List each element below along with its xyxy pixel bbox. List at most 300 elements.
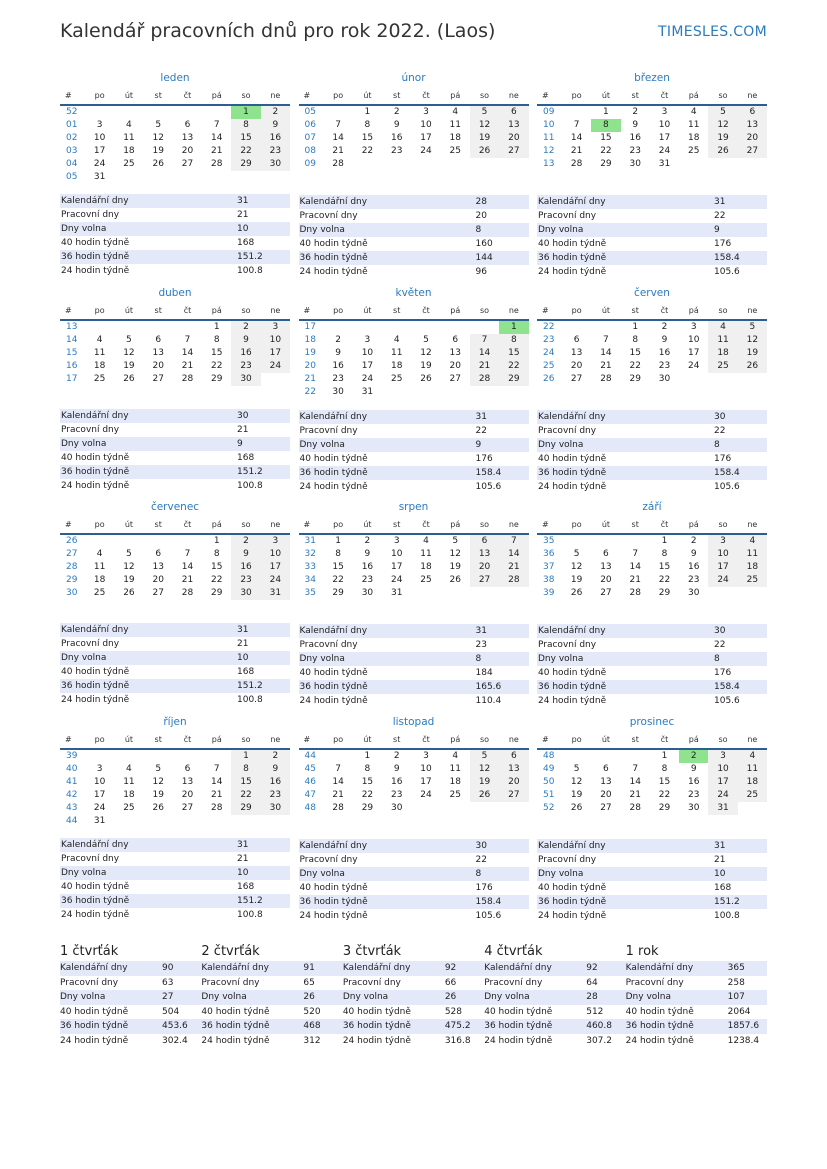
day-cell: 11 (420, 549, 432, 559)
day-cell: 8 (231, 763, 260, 776)
stats-value: 168 (714, 882, 732, 893)
stats-row (299, 223, 529, 237)
month-name: září (642, 501, 662, 513)
stats-label: 24 hodin týdně (299, 267, 368, 277)
stats-label: 24 hodin týdně (201, 1035, 270, 1046)
day-cell (144, 815, 173, 828)
stats-row (299, 638, 529, 652)
stats-label: Dny volna (61, 653, 107, 663)
day-cell: 12 (449, 549, 461, 559)
stats-label: 40 hodin týdně (342, 1006, 411, 1017)
weekday-header: # (60, 302, 85, 320)
weekday-header: ne (738, 516, 767, 534)
quarter-stats-row (343, 961, 484, 976)
stats-label: Pracovní dny (538, 211, 597, 221)
day-cell: 22 (600, 146, 612, 156)
stats-row (537, 209, 767, 223)
month-name: červen (634, 286, 670, 299)
weekday-header: st (621, 87, 650, 105)
day-cell: 13 (600, 562, 612, 572)
stats-label: 24 hodin týdně (538, 481, 607, 492)
stats-value: 21 (237, 639, 249, 649)
weekday-header: pá (202, 516, 231, 534)
day-cell: 30 (261, 802, 290, 815)
stats-row (60, 264, 290, 278)
week-number: 08 (304, 146, 316, 156)
week-row (60, 105, 290, 119)
day-cell: 5 (155, 120, 162, 130)
week-row (60, 534, 290, 548)
day-cell: 9 (261, 763, 290, 776)
weekday-header: # (537, 302, 562, 320)
day-cell: 19 (470, 132, 499, 145)
day-cell (470, 158, 499, 171)
day-cell: 5 (126, 549, 132, 559)
day-cell: 17 (390, 562, 403, 572)
stats-value: 110.4 (475, 696, 502, 706)
weekday-header: st (382, 302, 411, 320)
day-cell: 9 (690, 763, 697, 774)
day-cell: 7 (213, 120, 220, 130)
stats-row (537, 694, 767, 708)
weekday-header: po (324, 302, 353, 320)
week-row (60, 158, 290, 171)
day-cell (621, 749, 650, 763)
day-cell: 7 (213, 763, 220, 774)
stats-value: 90 (162, 963, 174, 973)
day-cell: 23 (332, 373, 344, 384)
day-cell (114, 749, 143, 763)
stats-label: 36 hodin týdně (299, 896, 368, 907)
stats-row (537, 666, 767, 680)
week-row (537, 145, 767, 158)
stats-label: 40 hodin týdně (61, 667, 130, 677)
day-cell: 22 (499, 360, 528, 373)
weekday-header: # (299, 516, 324, 534)
day-cell: 25 (420, 575, 432, 585)
day-cell: 6 (573, 334, 580, 345)
day-cell: 14 (332, 133, 344, 143)
day-cell: 17 (261, 561, 290, 574)
day-cell: 13 (499, 119, 528, 132)
month-stats (60, 409, 290, 493)
quarter-stats (484, 961, 625, 1048)
day-cell: 20 (600, 789, 612, 800)
day-cell (114, 815, 143, 828)
day-cell: 29 (211, 373, 223, 384)
quarter-block (60, 943, 201, 1048)
week-number: 10 (543, 120, 555, 130)
week-row (299, 587, 529, 600)
day-cell: 23 (361, 575, 374, 585)
stats-value: 9 (237, 438, 243, 449)
quarter-stats-row (201, 1019, 342, 1034)
quarter-stats (60, 961, 201, 1048)
day-cell: 18 (420, 562, 432, 572)
stats-value: 26 (303, 992, 315, 1002)
day-cell: 26 (449, 575, 461, 585)
week-number: 27 (66, 549, 78, 559)
stats-label: Dny volna (538, 868, 584, 879)
stats-value: 22 (475, 425, 487, 436)
weekday-header: # (537, 87, 562, 105)
weekday-header: po (324, 516, 353, 534)
day-cell: 12 (708, 119, 737, 132)
day-cell: 7 (499, 534, 528, 548)
day-cell: 28 (211, 159, 223, 169)
week-row (537, 334, 767, 347)
day-cell: 25 (449, 146, 461, 156)
day-cell: 1 (364, 107, 371, 117)
weekday-header: # (60, 87, 85, 105)
day-cell: 3 (261, 320, 290, 334)
day-cell: 29 (600, 159, 612, 169)
day-cell: 11 (708, 334, 737, 347)
day-cell: 1 (499, 320, 528, 334)
stats-value: 105.6 (475, 481, 502, 492)
month-name: srpen (398, 501, 429, 513)
stats-label: Dny volna (538, 439, 584, 450)
day-cell (591, 534, 620, 548)
day-cell: 15 (231, 776, 260, 789)
month-name: únor (401, 72, 426, 84)
month-stats (60, 838, 290, 922)
weekday-header: # (299, 302, 324, 320)
day-cell (738, 587, 767, 600)
day-cell: 6 (603, 549, 609, 559)
brand-link[interactable]: TIMESLES.COM (658, 24, 767, 40)
stats-value: 2064 (727, 1006, 751, 1017)
stats-label: Pracovní dny (299, 854, 358, 865)
stats-label: Pracovní dny (61, 424, 120, 435)
stats-value: 165.6 (475, 682, 502, 692)
month-calendar-table (60, 516, 290, 600)
day-cell: 28 (470, 373, 499, 386)
day-cell: 19 (738, 347, 767, 360)
day-cell: 4 (423, 536, 429, 546)
day-cell: 8 (661, 763, 668, 774)
day-cell: 9 (393, 763, 400, 774)
day-cell: 25 (738, 574, 767, 587)
week-row (299, 119, 529, 132)
day-cell: 9 (261, 119, 290, 132)
stats-value: 176 (714, 668, 732, 678)
stats-row (299, 195, 529, 209)
day-cell: 11 (93, 347, 106, 358)
week-row (299, 360, 529, 373)
stats-label: Kalendářní dny (484, 963, 552, 973)
day-cell: 17 (708, 776, 737, 789)
day-cell: 28 (332, 802, 344, 813)
day-cell: 2 (690, 536, 697, 546)
day-cell: 7 (603, 334, 609, 345)
day-cell: 20 (600, 575, 612, 585)
stats-label: 24 hodin týdně (625, 1035, 694, 1046)
stats-value: 453.6 (162, 1021, 188, 1031)
day-cell: 29 (658, 588, 671, 598)
week-row (60, 119, 290, 132)
stats-value: 105.6 (714, 481, 740, 492)
weekday-header: pá (679, 516, 708, 534)
stats-row (299, 438, 529, 452)
quarter-stats-row (60, 976, 201, 991)
weekday-header: po (562, 87, 591, 105)
day-cell: 9 (231, 334, 260, 347)
stats-label: Dny volna (61, 438, 107, 449)
stats-value: 1238.4 (727, 1035, 760, 1046)
month-calendar-table (60, 731, 290, 828)
day-cell: 31 (708, 802, 737, 815)
week-number: 07 (304, 133, 316, 143)
week-row (299, 158, 529, 171)
day-cell: 15 (361, 776, 374, 787)
week-number: 32 (304, 549, 316, 559)
quarter-stats-row (343, 1034, 484, 1049)
day-cell: 20 (499, 776, 528, 789)
week-number: 16 (66, 360, 78, 371)
day-cell (441, 386, 470, 399)
stats-row (537, 652, 767, 666)
day-cell: 6 (155, 549, 162, 559)
quarter-stats-row (60, 961, 201, 976)
day-cell (382, 386, 411, 399)
stats-label: Kalendářní dny (538, 840, 606, 851)
day-cell: 13 (570, 347, 583, 358)
day-cell: 31 (361, 386, 374, 397)
day-cell: 16 (688, 562, 700, 572)
week-number: 18 (304, 334, 316, 345)
day-cell: 5 (155, 763, 162, 774)
day-cell: 19 (570, 789, 583, 800)
weekday-header: čt (173, 516, 202, 534)
quarter-title: 4 čtvrťák (484, 944, 543, 959)
day-cell: 22 (629, 360, 641, 371)
quarter-stats-row (626, 976, 767, 991)
weekday-header: so (470, 87, 499, 105)
quarter-summary (60, 943, 767, 1048)
stats-value: 10 (237, 224, 249, 234)
day-cell (144, 749, 173, 763)
day-cell (708, 373, 737, 386)
stats-label: Kalendářní dny (538, 411, 606, 422)
day-cell: 4 (393, 334, 400, 345)
month-stats (537, 839, 767, 923)
quarter-block (626, 943, 767, 1048)
stats-value: 28 (475, 197, 487, 207)
day-cell: 12 (123, 562, 135, 572)
stats-label: 24 hodin týdně (299, 696, 368, 706)
day-cell: 10 (708, 548, 737, 561)
month-name: květen (395, 286, 432, 299)
day-cell: 20 (499, 132, 528, 145)
stats-label: Kalendářní dny (60, 963, 128, 973)
week-number: 47 (304, 789, 316, 800)
weekday-header: so (231, 731, 260, 749)
month-stats (60, 623, 290, 707)
quarter-stats-row (626, 1005, 767, 1020)
weekday-header: ne (738, 731, 767, 749)
day-cell: 6 (184, 120, 191, 130)
month-3 (60, 285, 290, 500)
day-cell: 10 (93, 133, 106, 143)
day-cell: 11 (688, 120, 700, 130)
stats-label: 24 hodin týdně (61, 695, 130, 705)
day-cell: 8 (231, 119, 260, 132)
day-cell: 27 (181, 159, 194, 169)
stats-label: Dny volna (538, 654, 584, 664)
day-cell: 23 (261, 145, 290, 158)
day-cell: 20 (181, 146, 194, 156)
week-number: 50 (543, 776, 555, 787)
stats-row (537, 853, 767, 867)
stats-label: 24 hodin týdně (61, 909, 130, 920)
day-cell: 18 (449, 133, 461, 143)
day-cell: 5 (470, 749, 499, 763)
quarter-stats-row (484, 1034, 625, 1049)
day-cell (261, 171, 290, 184)
day-cell: 31 (93, 172, 106, 182)
stats-row (60, 222, 290, 236)
stats-value: 176 (475, 882, 493, 893)
quarter-block (201, 943, 342, 1048)
month-9 (60, 714, 290, 929)
stats-row (537, 480, 767, 494)
day-cell (562, 749, 591, 763)
weekday-header: út (114, 731, 143, 749)
week-row (537, 320, 767, 334)
stats-label: 24 hodin týdně (538, 910, 607, 921)
weekday-header: út (114, 302, 143, 320)
stats-value: 151.2 (714, 896, 740, 907)
day-cell: 20 (181, 789, 194, 800)
weekday-header: pá (441, 731, 470, 749)
day-cell: 18 (738, 776, 767, 789)
week-row (299, 776, 529, 789)
week-number: 15 (66, 347, 78, 358)
week-number: 43 (66, 802, 78, 813)
day-cell: 2 (661, 321, 668, 332)
stats-value: 512 (586, 1006, 604, 1017)
day-cell: 26 (470, 145, 499, 158)
week-number: 28 (66, 562, 78, 572)
stats-label: Pracovní dny (342, 977, 401, 988)
stats-label: Pracovní dny (625, 977, 684, 988)
week-number: 48 (304, 802, 316, 813)
week-number: 51 (543, 789, 555, 800)
day-cell: 14 (181, 347, 194, 358)
weekday-header: út (591, 87, 620, 105)
day-cell: 23 (261, 789, 290, 802)
day-cell: 24 (261, 360, 290, 373)
week-row (537, 789, 767, 802)
stats-label: 40 hodin týdně (538, 453, 607, 464)
day-cell (85, 534, 114, 548)
quarter-stats (626, 961, 767, 1048)
stats-row (537, 424, 767, 438)
week-number: 03 (66, 146, 78, 156)
month-stats (299, 624, 529, 708)
stats-value: 23 (475, 640, 487, 650)
day-cell: 2 (261, 749, 290, 763)
week-number: 46 (304, 776, 316, 787)
day-cell: 8 (213, 549, 220, 559)
day-cell (85, 320, 114, 334)
day-cell: 29 (658, 802, 671, 813)
day-cell: 17 (261, 347, 290, 360)
week-row (60, 334, 290, 347)
day-cell: 7 (335, 763, 341, 774)
week-number: 06 (304, 120, 316, 130)
stats-value: 176 (475, 453, 493, 464)
weekday-header: po (562, 731, 591, 749)
day-cell: 18 (738, 561, 767, 574)
month-name: prosinec (629, 715, 675, 728)
weekday-header: st (621, 516, 650, 534)
stats-row (537, 867, 767, 881)
day-cell: 9 (661, 334, 668, 345)
day-cell: 30 (629, 159, 641, 169)
day-cell: 21 (211, 789, 223, 800)
month-calendar-table (299, 516, 529, 600)
day-cell: 27 (152, 588, 164, 598)
day-cell: 27 (181, 802, 194, 813)
weekday-header: po (85, 731, 114, 749)
stats-value: 168 (237, 667, 255, 677)
weekday-header: so (231, 87, 260, 105)
stats-row (537, 909, 767, 923)
day-cell: 27 (600, 588, 612, 598)
day-cell: 21 (181, 575, 194, 585)
stats-row (537, 466, 767, 480)
quarter-title: 1 rok (625, 944, 659, 959)
stats-value: 22 (475, 854, 487, 865)
week-number: 38 (543, 575, 555, 585)
quarter-stats-row (201, 990, 342, 1005)
day-cell: 29 (499, 373, 528, 386)
week-number: 52 (66, 107, 78, 117)
day-cell: 13 (181, 133, 194, 143)
day-cell (324, 320, 353, 334)
day-cell: 4 (690, 107, 697, 117)
week-number: 01 (66, 120, 78, 130)
day-cell: 17 (688, 347, 700, 358)
quarter-stats-row (343, 976, 484, 991)
stats-value: 31 (714, 197, 726, 207)
day-cell: 18 (449, 776, 461, 787)
stats-value: 31 (475, 411, 487, 422)
weekday-header: ne (499, 516, 528, 534)
stats-label: 36 hodin týdně (538, 253, 607, 263)
stats-row (60, 250, 290, 264)
stats-row (537, 680, 767, 694)
stats-label: Pracovní dny (61, 853, 120, 864)
stats-value: 9 (714, 225, 720, 235)
stats-value: 158.4 (714, 682, 740, 692)
day-cell: 21 (499, 561, 528, 574)
day-cell (470, 587, 499, 600)
day-cell (499, 386, 528, 399)
day-cell: 7 (632, 549, 639, 559)
stats-value: 8 (475, 225, 482, 235)
stats-label: Pracovní dny (538, 854, 597, 865)
day-cell: 14 (181, 562, 194, 572)
stats-label: Dny volna (201, 992, 247, 1002)
weekday-header: út (591, 516, 620, 534)
stats-row (299, 265, 529, 279)
day-cell: 8 (335, 549, 341, 559)
stats-value: 307.2 (586, 1035, 612, 1046)
stats-row (299, 909, 529, 923)
